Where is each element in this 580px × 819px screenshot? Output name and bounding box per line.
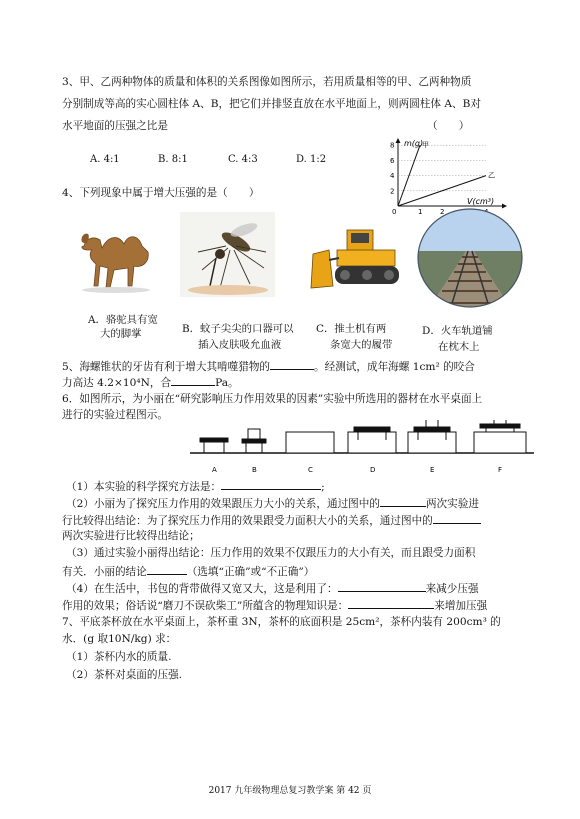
graph-y-arrow — [396, 138, 401, 143]
q6-part-1-text: （1）本实验的科学探究方法是： — [66, 481, 222, 493]
q6-blank-force — [380, 495, 426, 507]
q6-line-1: 6．如图所示，为小丽在“研究影响压力作用效果的因素”实验中所选用的器材在水平桌面上 — [62, 393, 483, 405]
graph-x-tick: 4 — [484, 208, 489, 214]
q3-option-d: D. 1:2 — [296, 154, 327, 165]
q3-option-b: B. 8:1 — [158, 154, 188, 165]
q7-line-2: 水．(g 取10N/kg) 求： — [62, 633, 177, 645]
q6-blank-method — [221, 478, 321, 490]
graph-x-tick: 2 — [440, 208, 445, 214]
experiment-c — [286, 432, 334, 453]
experiment-label-b: B — [252, 466, 257, 474]
q6-part-3-line-2 — [62, 563, 314, 579]
q6-part-3-line-1: （3）通过实验小丽得出结论：压力作用的效果不仅跟压力的大小有关，而且跟受力面积 — [66, 547, 476, 559]
q3-line-2: 分别制成等高的实心圆柱体 A、B，把它们并排竖直放在水平地面上，则两圆柱体 A、B对 — [62, 98, 481, 110]
q4-caption-a-line-2: 大的脚掌 — [100, 328, 142, 340]
graph-x-label: V(cm³) — [467, 197, 495, 206]
graph-y-tick: 8 — [390, 141, 395, 150]
q5-line-2 — [62, 374, 239, 390]
q6-part-4-text-b: 来减少压强 — [425, 583, 479, 595]
q4-caption-a-line-1: A．骆驼具有宽 — [88, 314, 158, 326]
graph-origin: 0 — [392, 208, 397, 214]
q6-part-2-line-3: 两次实验进行比较得出结论； — [62, 530, 200, 542]
q4-caption-c-line-1: C．推土机有两 — [316, 323, 387, 335]
q5-line-2-text-b: Pa。 — [215, 377, 239, 389]
graph-y-tick: 4 — [390, 172, 395, 181]
graph-y-label: m(g) — [404, 139, 424, 148]
q3-line-3: 水平地面的压强之比是 — [62, 120, 168, 132]
q6-part-4-text-c: 作用的效果；俗话说“磨刀不误砍柴工”所蕴含的物理知识是： — [62, 600, 349, 612]
q4-caption-b-line-2: 插入皮肤吸允血液 — [198, 339, 282, 351]
q4-caption-d-line-2: 在枕木上 — [438, 341, 480, 353]
q6-blank-reduce — [338, 580, 426, 592]
mass-volume-graph — [372, 134, 512, 214]
q6-part-1: （1）本实验的科学探究方法是： ; — [66, 478, 325, 494]
q6-part-4-line-1 — [66, 580, 479, 596]
q4-caption-b-line-1: B．蚊子尖尖的口器可以 — [182, 323, 294, 335]
q6-part-2-line-1 — [66, 495, 479, 511]
q5-line-1-text-a: 5、海螺锥状的牙齿有利于增大其啃噬猎物的 — [62, 361, 271, 373]
graph-series-a-label: 甲 — [422, 141, 429, 150]
q6-part-2-line-2 — [62, 512, 481, 528]
q6-blank-conclusion — [147, 563, 187, 575]
q6-blank-increase — [348, 597, 434, 609]
q6-part-4-line-2 — [62, 597, 487, 613]
q6-blank-area — [433, 512, 481, 524]
q6-part-4-text-d: 来增加压强 — [434, 600, 488, 612]
experiment-label-c: C — [308, 466, 313, 474]
q5-blank-2 — [171, 374, 215, 386]
q3-line-1: 3、甲、乙两种物体的质量和体积的关系图像如图所示，若用质量相等的甲、乙两种物质 — [62, 76, 472, 88]
experiment-e — [408, 420, 456, 453]
q3-option-c: C. 4:3 — [228, 154, 258, 165]
q5-line-2-text-a: 力高达 4.2×10⁴N，合 — [62, 377, 172, 389]
q7-line-1: 7、平底茶杯放在水平桌面上，茶杯重 3N，茶杯的底面积是 25cm²，茶杯内装有 200cm³ 的 — [62, 616, 501, 628]
q7-sub-2: （2）茶杯对桌面的压强. — [66, 669, 183, 681]
experiment-b — [242, 429, 266, 453]
q6-line-2: 进行的实验过程图示。 — [62, 409, 168, 421]
graph-y-tick: 6 — [390, 156, 395, 165]
railway-picture — [416, 207, 524, 310]
q4-caption-c-line-2: 条宽大的履带 — [330, 339, 393, 351]
q3-answer-paren: （ ） — [427, 120, 470, 132]
bulldozer-picture — [309, 220, 409, 298]
graph-y-tick: 2 — [390, 187, 395, 196]
page-footer: 2017 九年级物理总复习教学案 第 42 页 — [208, 786, 372, 796]
mosquito-picture — [180, 212, 275, 297]
q7-sub-1: （1）茶杯内水的质量. — [66, 651, 172, 663]
q6-part-2-text-c: 行比较得出结论：为了探究压力作用的效果跟受力面积大小的关系，通过图中的 — [62, 515, 433, 527]
q5-line-1-text-b: 。经测试，成年海螺 1cm² 的咬合 — [314, 361, 475, 373]
experiment-label-a: A — [212, 466, 217, 474]
experiment-label-e: E — [430, 466, 435, 474]
q6-part-3-text-b: （选填“正确”或“不正确”） — [186, 566, 315, 578]
q3-option-a: A. 4:1 — [90, 154, 120, 165]
q4-caption-d-line-1: D．火车轨道铺 — [422, 325, 493, 337]
experiment-label-d: D — [370, 466, 376, 474]
experiment-f — [474, 420, 526, 453]
q6-part-2-text-b: 两次实验进 — [425, 498, 479, 510]
q5-line-1 — [62, 358, 475, 374]
experiment-d — [348, 427, 396, 453]
q6-part-3-text-a: 有关．小丽的结论 — [62, 566, 147, 578]
experiment-a — [200, 438, 228, 453]
q6-part-2-text-a: （2）小丽为了探究压力作用的效果跟压力大小的关系，通过图中的 — [66, 498, 380, 510]
q5-blank-1 — [270, 358, 314, 370]
graph-x-tick: 1 — [418, 208, 423, 214]
q6-part-4-text-a: （4）在生活中，书包的背带做得又宽又大，这是利用了： — [66, 583, 338, 595]
graph-series-b-label: 乙 — [488, 171, 495, 180]
experiment-label-f: F — [498, 466, 503, 474]
camel-picture — [70, 212, 162, 297]
q4-stem: 4、下列现象中属于增大压强的是（ ） — [62, 187, 260, 199]
pressure-experiment-figure — [190, 420, 536, 478]
